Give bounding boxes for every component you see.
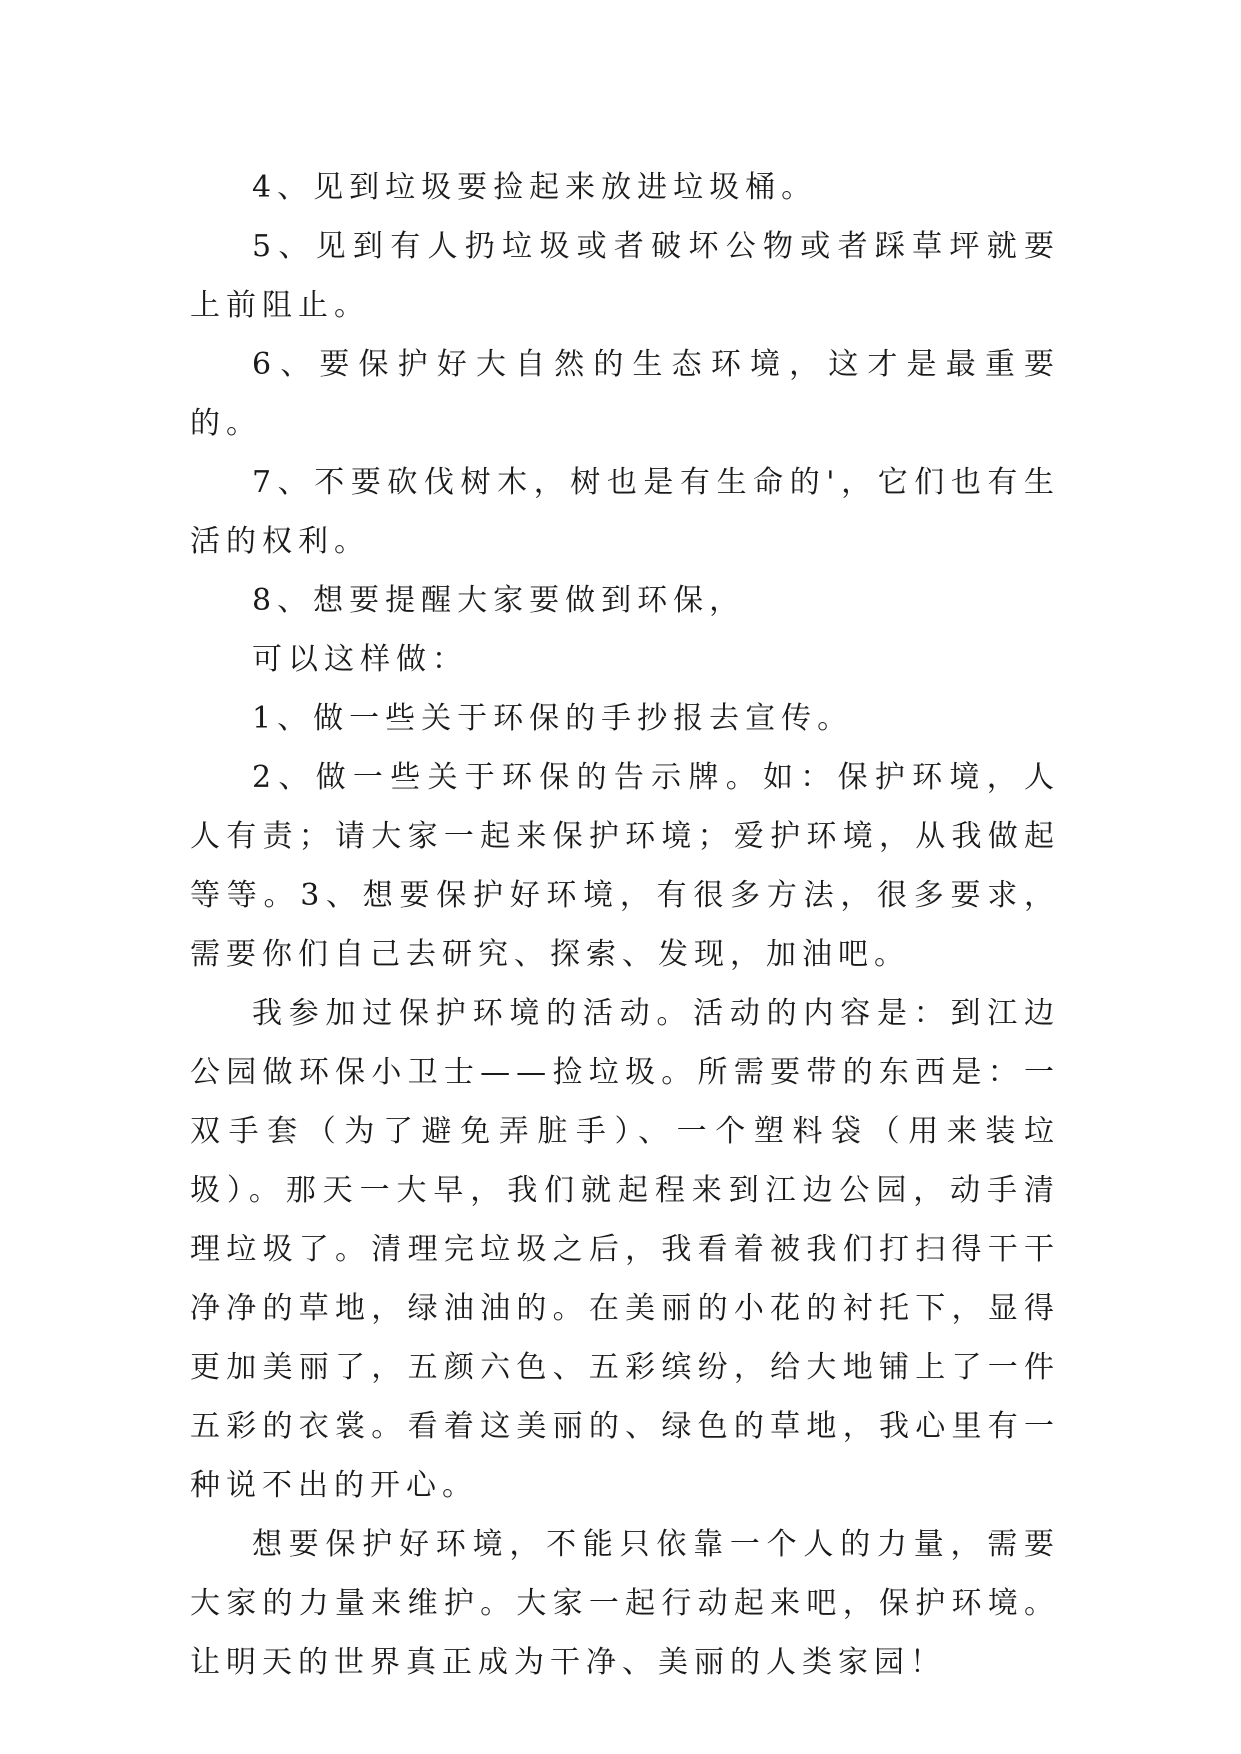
paragraph-method-1: 1、做一些关于环保的手抄报去宣传。 <box>252 701 854 736</box>
paragraph-item-5: 5、见到有人扔垃圾或者破坏公物或者踩草坪就要上前阻止。 <box>190 229 1060 323</box>
paragraph-activity: 我参加过保护环境的活动。活动的内容是：到江边公园做环保小卫士——捡垃圾。所需要带的东西是：一双手套（为了避免弄脏手）、一个塑料袋（用来装垃圾）。那天一大早，我们就起程来到江边公园，动手清理垃圾了。清理完垃圾之后，我看着被我们打扫得干干净净的草地，绿油油的。在美丽的小花的衬托下，显得更加美丽了，五颜六色、五彩缤纷，给大地铺上了一件五彩的衣裳。看着这美丽的、绿色的草地，我心里有一种说不出的开心。 <box>190 996 1060 1503</box>
paragraph-item-7: 7、不要砍伐树木，树也是有生命的'，它们也有生活的权利。 <box>190 465 1060 559</box>
paragraph-item-6: 6、要保护好大自然的生态环境，这才是最重要的。 <box>190 347 1060 441</box>
paragraph-item-4: 4、见到垃圾要捡起来放进垃圾桶。 <box>252 170 818 205</box>
paragraph-conclusion: 想要保护好环境，不能只依靠一个人的力量，需要大家的力量来维护。大家一起行动起来吧，保护环境。让明天的世界真正成为干净、美丽的人类家园！ <box>190 1527 1060 1680</box>
paragraph-method-2-3: 2、做一些关于环保的告示牌。如：保护环境，人人有责；请大家一起来保护环境；爱护环境，从我做起等等。3、想要保护好环境，有很多方法，很多要求，需要你们自己去研究、探索、发现，加油吧。 <box>190 760 1060 972</box>
paragraph-methods-intro: 可以这样做： <box>252 642 468 677</box>
document-body <box>190 158 1060 1692</box>
paragraph-item-8: 8、想要提醒大家要做到环保， <box>252 583 746 618</box>
